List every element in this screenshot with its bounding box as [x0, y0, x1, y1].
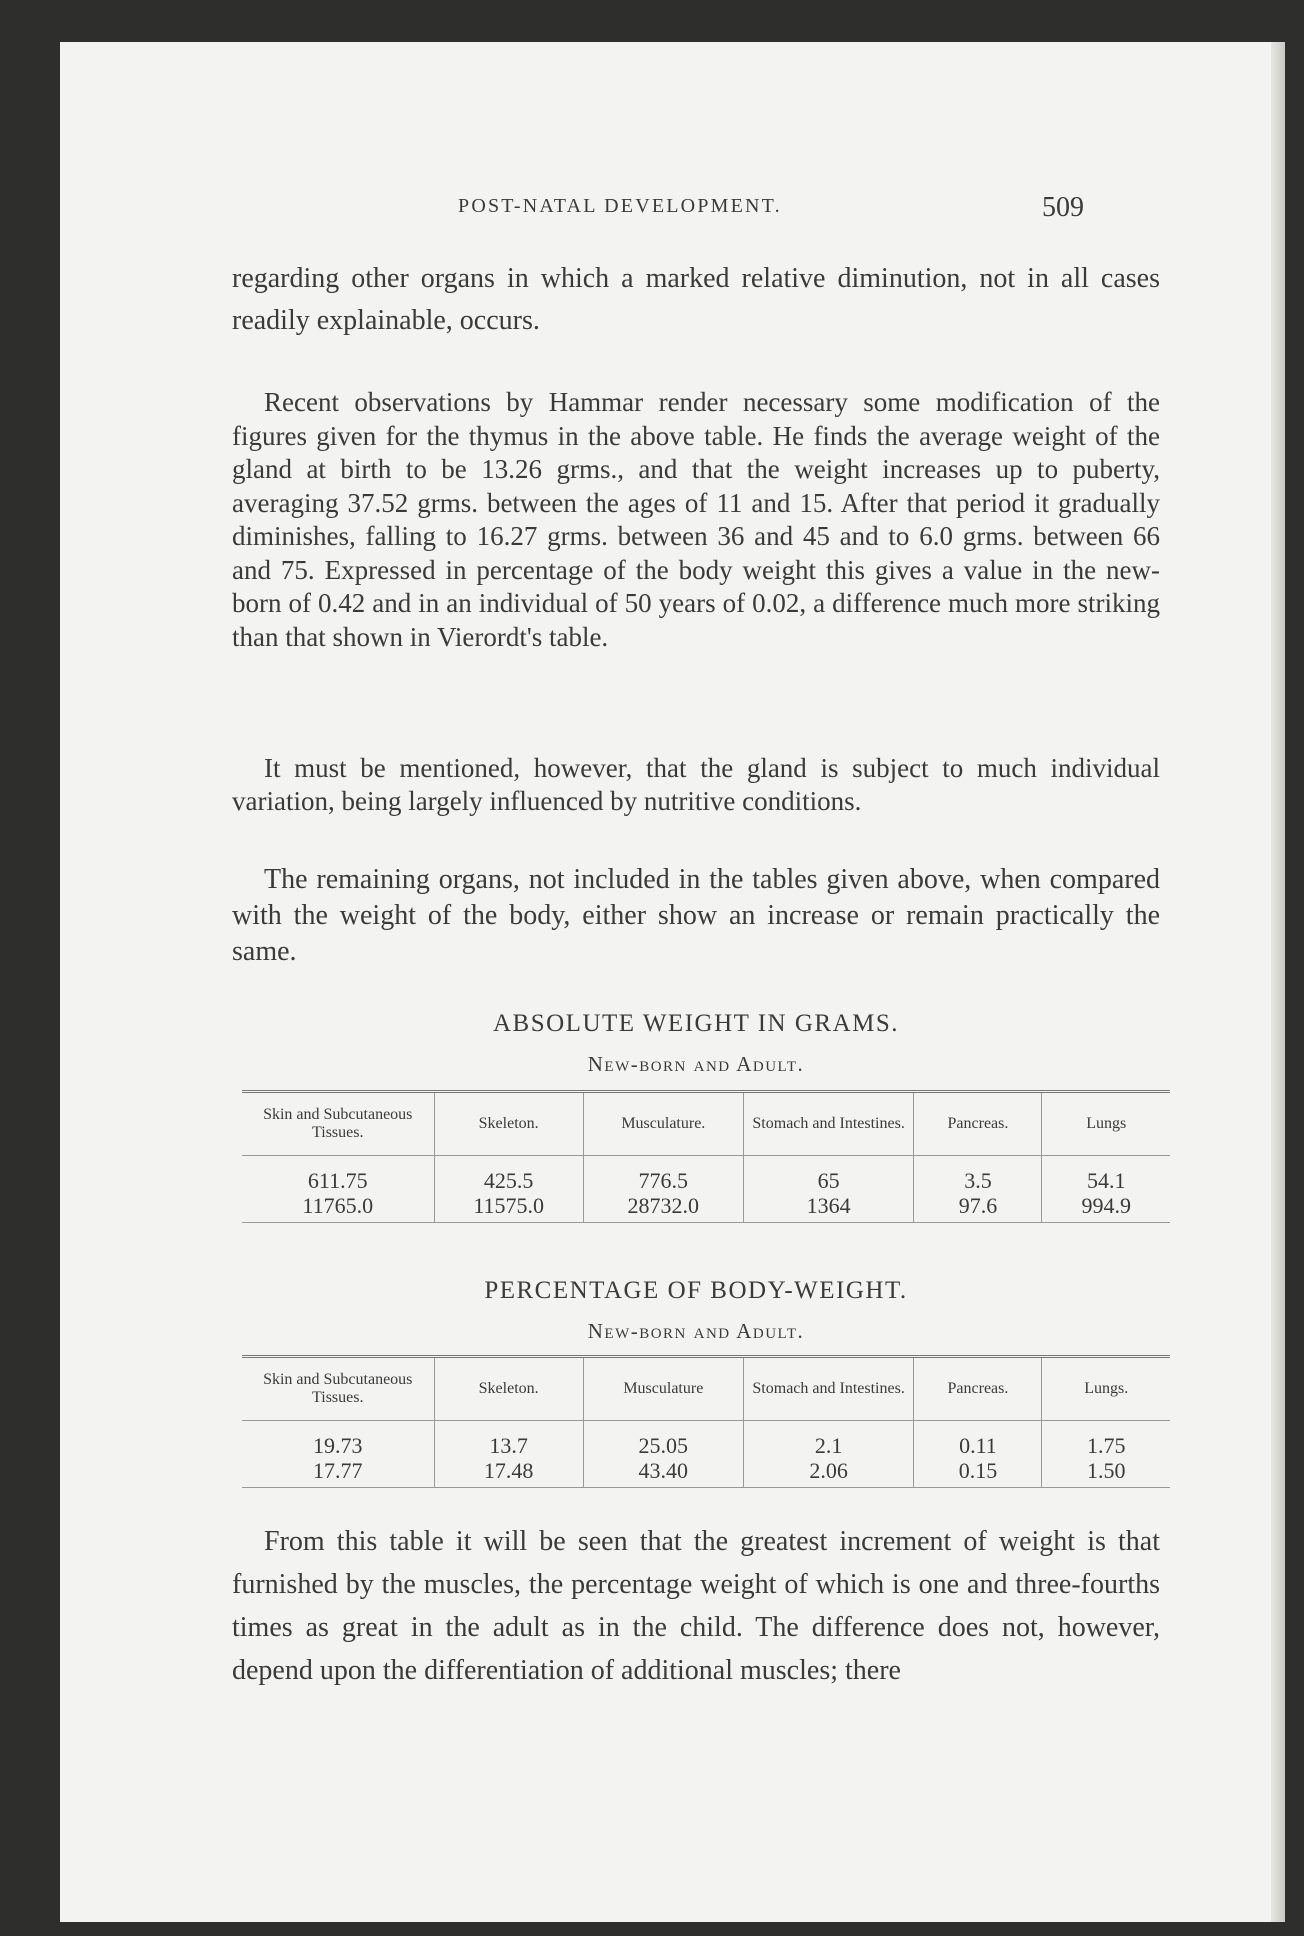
paragraph-2: Recent observations by Hammar render necessary some modification of the figures given for the thymus in the above table. He finds the average weight of the gland at birth to be 13.26 grms., and that the weight increases up to puberty, averaging 37.52 grms. between the ages of 11 and 15. After that period it gradually diminishes, falling to 16.27 grms. between 36 and 45 and to 6.0 grms. between 66 and 75. Expressed in percentage of the body weight this gives a value in the new-born of 0.42 and in an individual of 50 years of 0.02, a difference much more striking than that shown in Vierordt's table. [232, 387, 1160, 652]
column-header: Skin and Subcutaneous Tissues. [242, 1092, 434, 1156]
column-header: Musculature. [583, 1092, 743, 1156]
table-cell: 0.15 [914, 1458, 1042, 1488]
column-header: Musculature [583, 1357, 743, 1421]
table-cell: 1364 [743, 1193, 914, 1223]
column-header: Skin and Subcutaneous Tissues. [242, 1357, 434, 1421]
paragraph-5: From this table it will be seen that the greatest increment of weight is that furnished by the muscles, the percentage weight of which is one and three-fourths times as great in the adult as in the child. The difference does not, however, depend upon the differentiation of additional muscles; there [232, 1526, 1160, 1686]
table1-title: ABSOLUTE WEIGHT IN GRAMS. [492, 1010, 900, 1037]
column-header: Stomach and Intestines. [743, 1357, 914, 1421]
table-cell: 2.1 [743, 1421, 914, 1459]
absolute-weight-table [242, 1090, 1170, 1223]
table-cell: 25.05 [583, 1421, 743, 1459]
table-cell: 776.5 [583, 1156, 743, 1194]
table-cell: 28732.0 [583, 1193, 743, 1223]
column-header: Lungs. [1042, 1357, 1170, 1421]
running-head: POST-NATAL DEVELOPMENT. [458, 195, 782, 217]
book-page [60, 42, 1285, 1922]
table-cell: 17.77 [242, 1458, 434, 1488]
table-row [242, 1458, 1170, 1488]
table-row [242, 1156, 1170, 1194]
table-cell: 1.75 [1042, 1421, 1170, 1459]
column-header: Stomach and Intestines. [743, 1092, 914, 1156]
table-cell: 425.5 [434, 1156, 583, 1194]
table-header-row [242, 1357, 1170, 1421]
paragraph-3: It must be mentioned, however, that the gland is subject to much individual variation, being largely influenced by nutritive conditions. [232, 753, 1160, 816]
table-row [242, 1193, 1170, 1223]
table-row [242, 1421, 1170, 1459]
table-cell: 54.1 [1042, 1156, 1170, 1194]
page-edge [1271, 42, 1285, 1922]
table1-subtitle: New-born and Adult. [587, 1052, 805, 1076]
table-cell: 11765.0 [242, 1193, 434, 1223]
table-cell: 11575.0 [434, 1193, 583, 1223]
table-cell: 611.75 [307, 1168, 368, 1193]
table-cell: 0.11 [914, 1421, 1042, 1459]
page-number: 509 [1042, 192, 1084, 223]
table-header-row [242, 1092, 1170, 1156]
table-cell: 65 [743, 1156, 914, 1194]
column-header: Skeleton. [434, 1357, 583, 1421]
table-cell: 19.73 [313, 1433, 363, 1458]
column-header: Lungs [1042, 1092, 1170, 1156]
paragraph-4: The remaining organs, not included in the tables given above, when compared with the weight of the body, either show an increase or remain practically the same. [232, 864, 1160, 967]
table-cell: 2.06 [743, 1458, 914, 1488]
column-header: Pancreas. [914, 1357, 1042, 1421]
table-cell: 97.6 [914, 1193, 1042, 1223]
table-cell: 3.5 [914, 1156, 1042, 1194]
column-header: Skeleton. [434, 1092, 583, 1156]
table2-subtitle: New-born and Adult. [587, 1319, 805, 1343]
table-cell: 1.50 [1042, 1458, 1170, 1488]
table-cell: 994.9 [1042, 1193, 1170, 1223]
column-header: Pancreas. [914, 1092, 1042, 1156]
percentage-weight-table [242, 1355, 1170, 1488]
paragraph-1: regarding other organs in which a marked relative diminution, not in all cases readily explainable, occurs. [232, 263, 1160, 336]
table2-title: PERCENTAGE OF BODY-WEIGHT. [484, 1277, 908, 1304]
table-cell: 13.7 [434, 1421, 583, 1459]
table-cell: 43.40 [583, 1458, 743, 1488]
table-cell: 17.48 [434, 1458, 583, 1488]
